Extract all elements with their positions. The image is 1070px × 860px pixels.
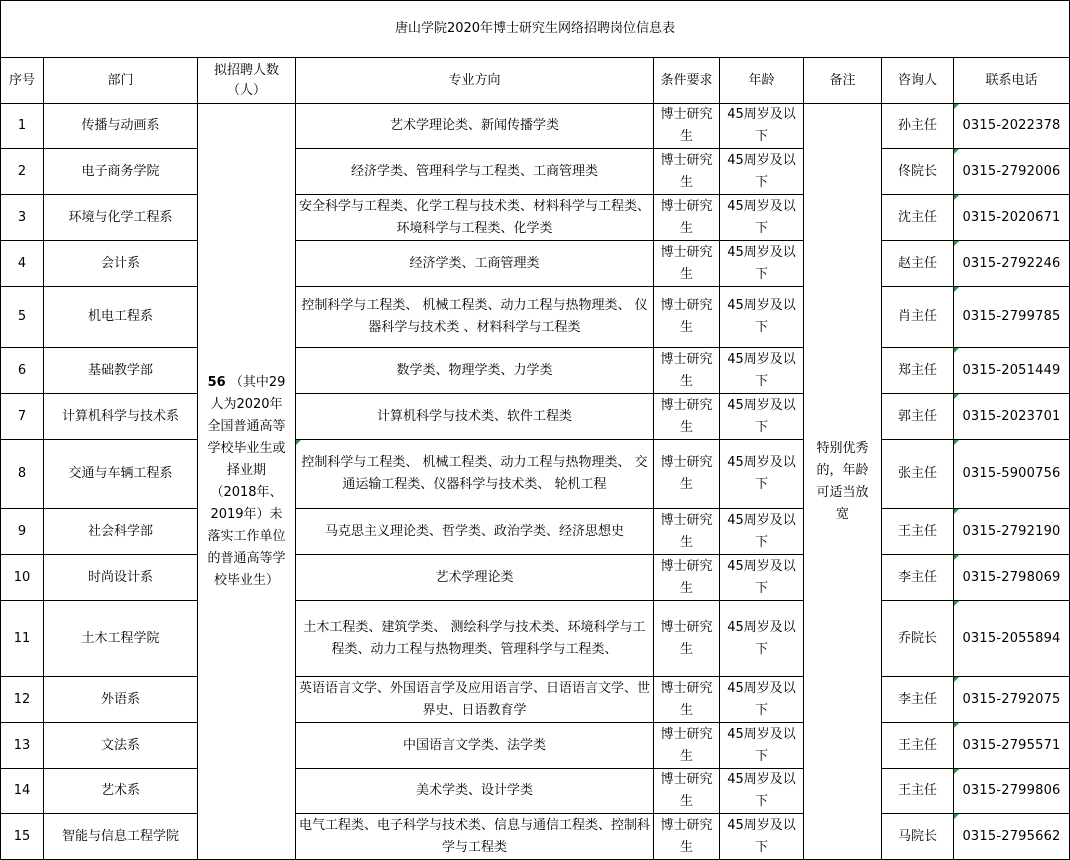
- row-index: 7: [17, 408, 27, 424]
- comment-marker-icon: [954, 814, 959, 819]
- row-department: 传播与动画系: [81, 118, 160, 133]
- comment-marker-icon: [954, 555, 959, 560]
- header-major: 专业方向: [448, 72, 501, 88]
- row-age: 45周岁及以下: [727, 455, 796, 492]
- row-requirement: 博士研究生: [660, 680, 713, 718]
- row-major: 电气工程类、电子科学与技术类、信息与通信工程类、控制科学与工程类: [299, 817, 651, 855]
- comment-marker-icon: [954, 440, 959, 445]
- row-department: 交通与车辆工程系: [68, 466, 173, 481]
- row-index: 4: [17, 255, 27, 271]
- row-contact: 郑主任: [897, 362, 937, 378]
- row-department: 基础教学部: [87, 362, 153, 378]
- comment-marker-icon: [954, 769, 959, 774]
- comment-marker-icon: [954, 677, 959, 682]
- row-major: 经济学类、管理科学与工程类、工商管理类: [350, 163, 598, 179]
- row-requirement: 博士研究生: [660, 244, 713, 282]
- quota-number: 56: [207, 374, 226, 390]
- row-phone: 0315-2055894: [962, 630, 1061, 646]
- row-phone: 0315-2792075: [962, 691, 1061, 707]
- row-phone: 0315-2798069: [962, 569, 1061, 585]
- row-major: 艺术学理论类: [435, 569, 514, 585]
- row-phone: 0315-2792246: [962, 255, 1061, 271]
- row-age: 45周岁及以下: [727, 152, 796, 190]
- row-requirement: 博士研究生: [660, 107, 713, 144]
- row-contact: 李主任: [897, 691, 937, 707]
- row-requirement: 博士研究生: [660, 512, 713, 550]
- row-major: 艺术学理论类、新闻传播学类: [389, 118, 559, 133]
- comment-marker-icon: [954, 195, 959, 200]
- comment-marker-icon: [954, 241, 959, 246]
- row-age: 45周岁及以下: [727, 397, 796, 435]
- header-index: 序号: [8, 72, 35, 88]
- comment-marker-icon: [954, 723, 959, 728]
- row-requirement: 博士研究生: [660, 455, 713, 492]
- row-contact: 马院长: [897, 828, 937, 844]
- row-contact: 李主任: [897, 569, 937, 585]
- comment-marker-icon: [954, 394, 959, 399]
- row-age: 45周岁及以下: [727, 298, 796, 335]
- quota-text: [204, 372, 289, 592]
- row-contact: 张主任: [897, 466, 937, 481]
- row-department: 文法系: [100, 737, 140, 753]
- note-merged-cell: 特别优秀的，年龄可适当放宽: [816, 440, 869, 522]
- header-requirement: 条件要求: [660, 72, 713, 88]
- row-phone: 0315-5900756: [962, 466, 1061, 481]
- row-index: 13: [13, 737, 31, 753]
- row-index: 8: [17, 466, 27, 481]
- row-age: 45周岁及以下: [727, 619, 796, 657]
- comment-marker-icon: [296, 440, 301, 445]
- row-index: 5: [17, 309, 27, 324]
- row-index: 12: [13, 691, 31, 707]
- comment-marker-icon: [954, 104, 959, 109]
- row-phone: 0315-2799806: [962, 783, 1061, 798]
- row-age: 45周岁及以下: [727, 680, 796, 718]
- row-index: 1: [17, 118, 27, 133]
- row-requirement: 博士研究生: [660, 397, 713, 435]
- row-phone: 0315-2795571: [962, 737, 1061, 753]
- row-requirement: 博士研究生: [660, 152, 713, 190]
- row-age: 45周岁及以下: [727, 558, 796, 596]
- row-major: 土木工程类、建筑学类、 测绘科学与技术类、环境科学与工程类、动力工程与热物理类、管理科学与工程类、: [303, 619, 646, 657]
- row-age: 45周岁及以下: [727, 351, 796, 389]
- row-requirement: 博士研究生: [660, 726, 713, 764]
- row-department: 智能与信息工程学院: [61, 828, 179, 844]
- row-age: 45周岁及以下: [727, 512, 796, 550]
- row-major: 中国语言文学类、法学类: [402, 737, 546, 753]
- row-contact: 赵主任: [897, 255, 937, 271]
- header-note: 备注: [829, 72, 856, 88]
- comment-marker-icon: [954, 287, 959, 292]
- row-index: 15: [13, 828, 31, 844]
- row-contact: 沈主任: [897, 209, 937, 225]
- row-requirement: 博士研究生: [660, 558, 713, 596]
- row-contact: 肖主任: [897, 309, 937, 324]
- row-contact: 佟院长: [897, 163, 937, 179]
- row-age: 45周岁及以下: [727, 772, 796, 809]
- row-phone: 0315-2792006: [962, 163, 1061, 179]
- row-major: 控制科学与工程类、 机械工程类、动力工程与热物理类、 仪器科学与技术类 、材料科学与工程类: [301, 298, 648, 335]
- row-index: 10: [13, 569, 31, 585]
- header-age: 年龄: [748, 72, 775, 88]
- row-index: 14: [13, 783, 31, 798]
- comment-marker-icon: [954, 509, 959, 514]
- row-contact: 王主任: [897, 783, 937, 798]
- row-department: 会计系: [100, 255, 140, 271]
- row-contact: 郭主任: [897, 408, 937, 424]
- row-department: 外语系: [100, 691, 140, 707]
- row-age: 45周岁及以下: [727, 726, 796, 764]
- row-department: 时尚设计系: [87, 569, 153, 585]
- header-quota: 拟招聘人数（人）: [213, 62, 279, 98]
- row-major: 安全科学与工程类、化学工程与技术类、材料科学与工程类、环境科学与工程类、化学类: [299, 198, 651, 236]
- row-index: 6: [17, 362, 27, 378]
- row-phone: 0315-2795662: [962, 828, 1061, 844]
- row-contact: 王主任: [897, 523, 937, 539]
- row-requirement: 博士研究生: [660, 298, 713, 335]
- row-phone: 0315-2020671: [962, 209, 1061, 225]
- row-requirement: 博士研究生: [660, 772, 713, 809]
- row-age: 45周岁及以下: [727, 817, 796, 855]
- header-contact: 咨询人: [897, 72, 937, 88]
- row-phone: 0315-2799785: [962, 309, 1061, 324]
- header-department: 部门: [107, 72, 134, 88]
- row-phone: 0315-2051449: [962, 362, 1061, 378]
- quota-merged-cell: [198, 104, 295, 859]
- row-major: 马克思主义理论类、哲学类、政治学类、经济思想史: [324, 523, 624, 539]
- row-department: 艺术系: [100, 783, 140, 798]
- row-major: 数学类、物理学类、力学类: [396, 362, 553, 378]
- row-major: 美术学类、设计学类: [415, 783, 533, 798]
- quota-detail: （其中29人为2020年全国普通高等学校毕业生或择业期（2018年、2019年）未落实工作单位的普通高等学校毕业生）: [207, 374, 286, 588]
- row-department: 土木工程学院: [81, 630, 160, 646]
- row-major: 计算机科学与技术类、软件工程类: [376, 408, 572, 424]
- row-department: 机电工程系: [87, 309, 153, 324]
- row-index: 3: [17, 209, 27, 225]
- row-major: 控制科学与工程类、 机械工程类、动力工程与热物理类、 交通运输工程类、仪器科学与技术类、 轮机工程: [301, 455, 648, 492]
- row-contact: 孙主任: [897, 118, 937, 133]
- row-department: 社会科学部: [87, 523, 153, 539]
- table-title: 唐山学院2020年博士研究生网络招聘岗位信息表: [394, 20, 676, 36]
- row-requirement: 博士研究生: [660, 351, 713, 389]
- row-contact: 乔院长: [897, 630, 937, 646]
- row-contact: 王主任: [897, 737, 937, 753]
- comment-marker-icon: [954, 601, 959, 606]
- row-age: 45周岁及以下: [727, 244, 796, 282]
- row-phone: 0315-2022378: [962, 118, 1061, 133]
- comment-marker-icon: [954, 149, 959, 154]
- header-phone: 联系电话: [985, 72, 1038, 88]
- row-index: 2: [17, 163, 27, 179]
- row-requirement: 博士研究生: [660, 817, 713, 855]
- row-phone: 0315-2023701: [962, 408, 1061, 424]
- row-index: 11: [13, 630, 31, 646]
- row-age: 45周岁及以下: [727, 198, 796, 236]
- row-department: 环境与化学工程系: [68, 209, 173, 225]
- row-age: 45周岁及以下: [727, 107, 796, 144]
- row-requirement: 博士研究生: [660, 619, 713, 657]
- row-phone: 0315-2792190: [962, 523, 1061, 539]
- grid-line: [0, 0, 1070, 1]
- row-major: 英语语言文学、外国语言学及应用语言学、日语语言文学、世界史、日语教育学: [299, 680, 651, 718]
- comment-marker-icon: [954, 348, 959, 353]
- row-major: 经济学类、工商管理类: [409, 255, 540, 271]
- row-index: 9: [17, 523, 27, 539]
- row-department: 计算机科学与技术系: [61, 408, 179, 424]
- row-requirement: 博士研究生: [660, 198, 713, 236]
- row-department: 电子商务学院: [81, 163, 160, 179]
